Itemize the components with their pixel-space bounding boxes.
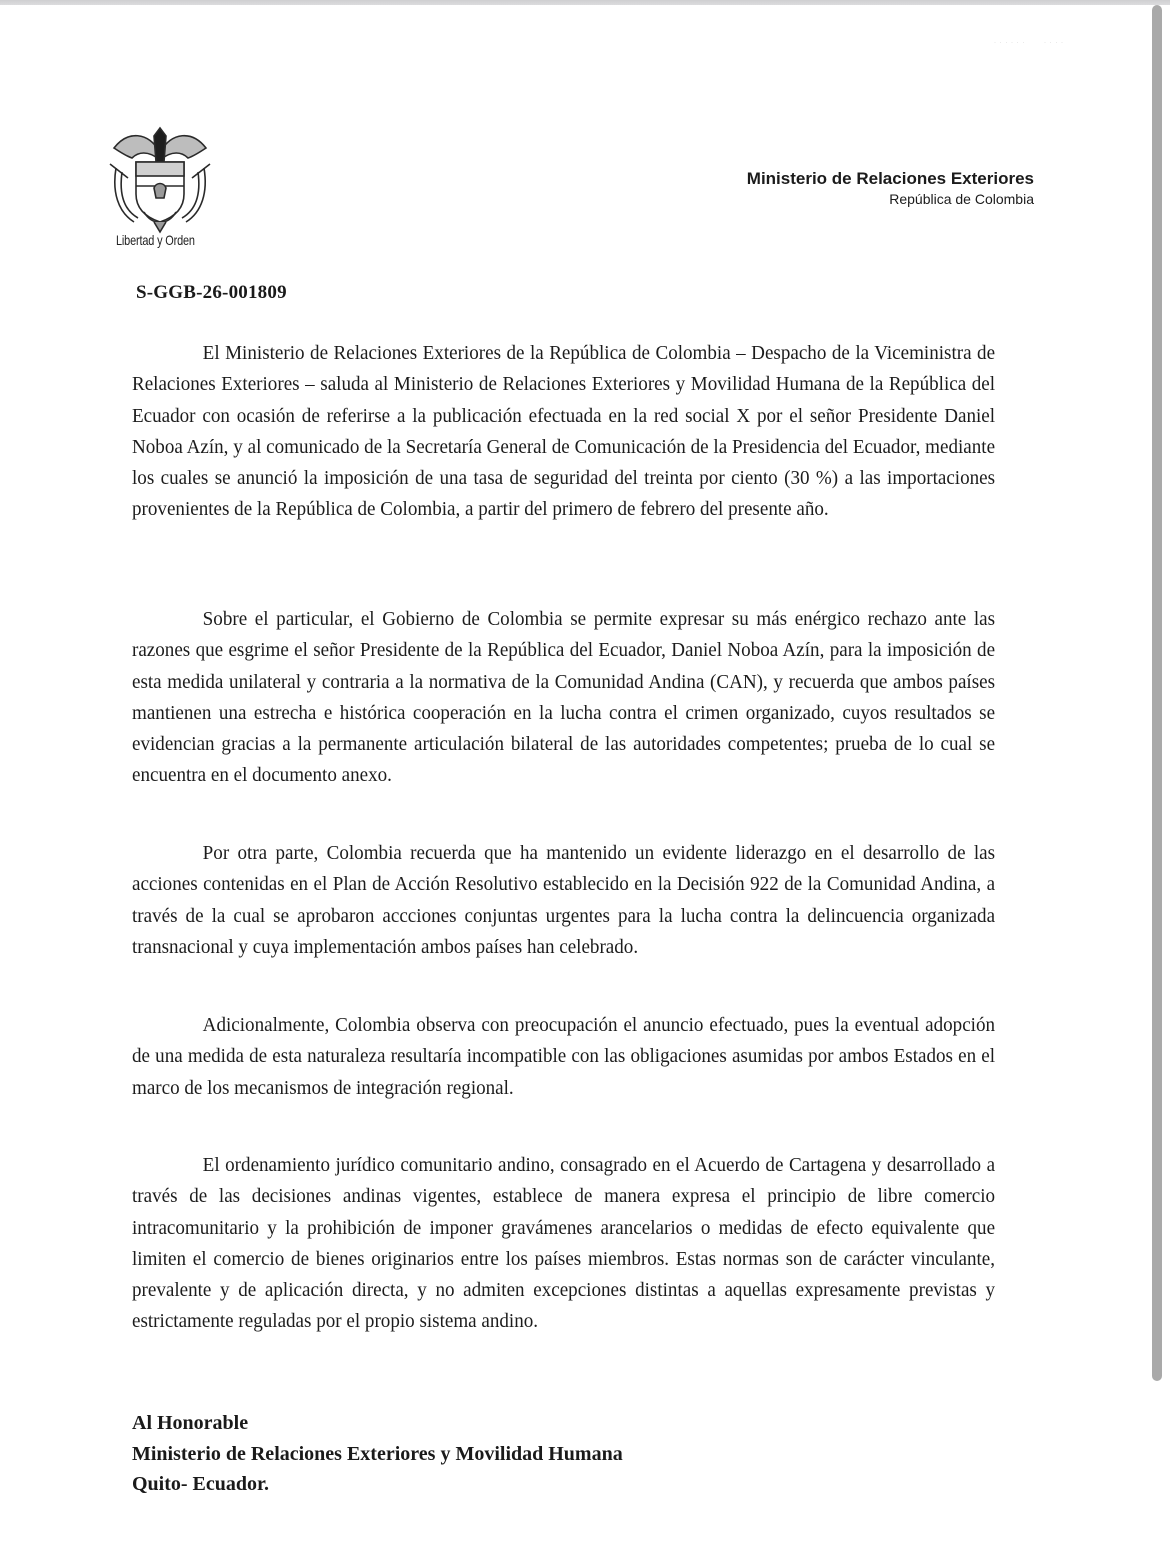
paragraph-text: Sobre el particular, el Gobierno de Colombia se permite expresar su más enérgico rechazo ante las razones que esgrime el señor Presidente de la República del Ecuador, Daniel Noboa Azín, para la imposición de esta medida unilateral y contraria a la normativa de la Comunidad Andina (CAN), y recuerda que ambos países mantienen una estrecha e histórica cooperación en la lucha contra el crimen organizado, cuyos resultados se evidencian gracias a la permanente articulación bilateral de las autoridades competentes; prueba de lo cual se encuentra en el documento anexo. bbox=[132, 608, 996, 787]
document-reference-number: S-GGB-26-001809 bbox=[136, 282, 287, 303]
scan-artifact: · · · · · · bbox=[994, 40, 1026, 46]
letterhead bbox=[747, 168, 1034, 208]
paragraph-1 bbox=[132, 338, 995, 526]
republic-name: República de Colombia bbox=[889, 191, 1034, 207]
recipient-salutation: Al Honorable bbox=[132, 1412, 249, 1434]
scan-artifact: · · · · bbox=[1044, 40, 1064, 46]
ministry-name: Ministerio de Relaciones Exteriores bbox=[746, 169, 1034, 188]
paragraph-text: El Ministerio de Relaciones Exteriores de la República de Colombia – Despacho de la Viceministra de Relaciones Exteriores – saluda al Ministerio de Relaciones Exteriores y Movilidad Humana de la República del Ecuador con ocasión de referirse a la publicación efectuada en la red social X por el señor Presidente Daniel Noboa Azín, y al comunicado de la Secretaría General de Comunicación de la Presidencia del Ecuador, mediante los cuales se anunció la imposición de una tasa de seguridad del treinta por ciento (30 %) a las importaciones provenientes de la República de Colombia, a partir del primero de febrero del presente año. bbox=[132, 342, 996, 521]
recipient-location: Quito- Ecuador. bbox=[132, 1473, 270, 1495]
paragraph-text: Por otra parte, Colombia recuerda que ha mantenido un evidente liderazgo en el desarrollo de las acciones contenidas en el Plan de Acción Resolutivo establecido en la Decisión 922 de la Comunidad Andina, a través de la cual se aprobaron accciones conjuntas urgentes para la lucha contra la delincuencia organizada transnacional y cuya implementación ambos países han celebrado. bbox=[132, 842, 996, 958]
paragraph-4 bbox=[132, 1010, 995, 1104]
colombia-coat-of-arms-icon bbox=[104, 122, 216, 234]
recipient-block bbox=[132, 1408, 623, 1500]
paragraph-2 bbox=[132, 604, 995, 792]
paragraph-text: Adicionalmente, Colombia observa con preocupación el anuncio efectuado, pues la eventual adopción de una medida de esta naturaleza resultaría incompatible con las obligaciones asumidas por ambos Estados en el marco de los mecanismos de integración regional. bbox=[132, 1014, 996, 1099]
paragraph-5 bbox=[132, 1150, 995, 1338]
paragraph-3 bbox=[132, 838, 995, 963]
paragraph-text: El ordenamiento jurídico comunitario andino, consagrado en el Acuerdo de Cartagena y desarrollado a través de las decisiones andinas vigentes, establece de manera expresa el principio de libre comercio intracomunitario y la prohibición de imponer gravámenes arancelarios o medidas de efecto equivalente que limiten el comercio de bienes originarios entre los países miembros. Estas normas son de carácter vinculante, prevalente y de aplicación directa, y no admiten excepciones distintas a aquellas expresamente previstas y estrictamente reguladas por el propio sistema andino. bbox=[132, 1154, 996, 1333]
crest-motto: Libertad y Orden bbox=[116, 232, 195, 248]
vertical-scrollbar[interactable] bbox=[1148, 5, 1166, 1551]
recipient-institution: Ministerio de Relaciones Exteriores y Movilidad Humana bbox=[132, 1442, 623, 1465]
scrollbar-thumb[interactable] bbox=[1152, 5, 1162, 1381]
viewer-top-bar bbox=[0, 0, 1170, 5]
